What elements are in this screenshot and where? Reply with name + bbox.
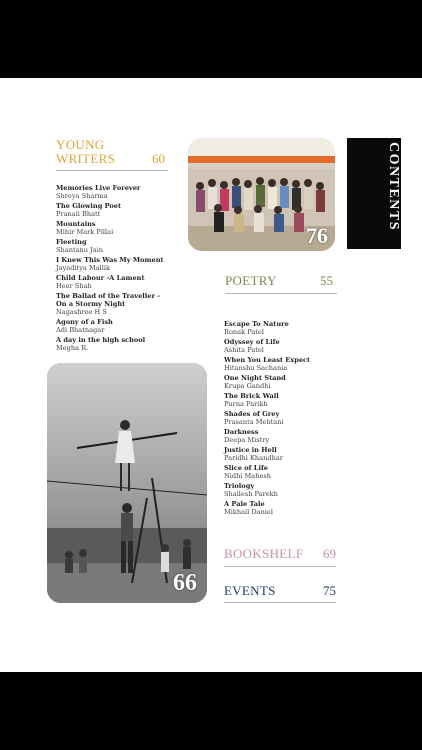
poetry-entry[interactable]: [224, 392, 334, 408]
entry-author: Ashita Patel: [224, 346, 264, 354]
poetry-entry[interactable]: [224, 320, 334, 336]
entry-author: Nagashree H S: [56, 308, 107, 316]
entry-title: Memories Live Forever: [56, 184, 141, 192]
entry-title: Agony of a Fish: [56, 318, 113, 326]
entry-author: Megha R.: [56, 344, 89, 352]
young-writers-rule: [56, 170, 168, 171]
poetry-entry[interactable]: [224, 464, 334, 480]
entry-title: Justice in Hell: [224, 446, 277, 454]
entry-title: Darkness: [224, 428, 259, 436]
beach-photo-page-number: 66: [173, 570, 197, 596]
entry-author: Hitanshu Sachania: [224, 364, 288, 372]
poetry-entry[interactable]: [224, 356, 334, 372]
young-writers-entry[interactable]: [56, 292, 166, 316]
young-writers-entry[interactable]: [56, 202, 166, 218]
entry-author: Adi Bhatnagar: [56, 326, 105, 334]
entry-title: Escape To Nature: [224, 320, 289, 328]
bookshelf-page-number: 69: [323, 546, 336, 561]
entry-author: Nidhi Mahesh: [224, 472, 272, 480]
young-writers-entry[interactable]: [56, 318, 166, 334]
entry-title: I Knew This Was My Moment: [56, 256, 164, 264]
contents-page: [0, 78, 422, 672]
entry-title: The Glowing Poet: [56, 202, 122, 210]
group-photo: [188, 138, 335, 251]
entry-author: Purna Parikh: [224, 400, 268, 408]
entry-author: Ronak Patel: [224, 328, 264, 336]
entry-title: Fleeting: [56, 238, 87, 246]
poetry-entry[interactable]: [224, 374, 334, 390]
poetry-entry[interactable]: [224, 482, 334, 498]
events-page-number: 75: [323, 583, 336, 598]
entry-title: Mountains: [56, 220, 96, 228]
entry-title: Odyssey of Life: [224, 338, 280, 346]
young-writers-title-line2: WRITERS: [56, 151, 116, 166]
poetry-entry[interactable]: [224, 410, 334, 426]
entry-author: Paridhi Khandhar: [224, 454, 283, 462]
entry-title: The Ballad of the Traveller -: [56, 292, 160, 300]
entry-author: Prasanta Mehtani: [224, 418, 284, 426]
entry-title: Child Labour -A Lament: [56, 274, 145, 282]
entry-title: A day in the high school: [56, 336, 146, 344]
events-rule: [224, 602, 336, 603]
entry-author: Shreya Sharma: [56, 192, 108, 200]
young-writers-entry[interactable]: [56, 184, 166, 200]
entry-title: Shades of Grey: [224, 410, 280, 418]
entry-title: On a Stormy Night: [56, 300, 126, 308]
entry-title: The Brick Wall: [224, 392, 279, 400]
entry-title: Triology: [224, 482, 255, 490]
poetry-rule: [225, 293, 337, 294]
entry-author: Jayaditya Mallik: [56, 264, 110, 272]
entry-author: Pranali Bhatt: [56, 210, 101, 218]
entry-author: Mikhail Daniel: [224, 508, 273, 516]
poetry-entry[interactable]: [224, 428, 334, 444]
poetry-title: POETRY: [225, 273, 277, 288]
young-writers-entry[interactable]: [56, 336, 166, 352]
contents-label-box: [347, 138, 401, 249]
beach-photo: [47, 363, 207, 603]
entry-title: One Night Stand: [224, 374, 286, 382]
entry-author: Shailesh Parekh: [224, 490, 278, 498]
young-writers-entry[interactable]: [56, 256, 166, 272]
entry-title: A Pale Tale: [224, 500, 265, 508]
young-writers-page-number: 60: [152, 151, 165, 166]
poetry-entry[interactable]: [224, 338, 334, 354]
young-writers-entry[interactable]: [56, 220, 166, 236]
contents-label: CONTENTS: [386, 142, 401, 232]
entry-title: When You Least Expect: [224, 356, 311, 364]
poetry-entry[interactable]: [224, 446, 334, 462]
group-photo-page-number: 76: [306, 223, 328, 248]
bookshelf-rule: [224, 566, 336, 567]
poetry-entry[interactable]: [224, 500, 334, 516]
entry-title: Slice of Life: [224, 464, 268, 472]
young-writers-title-line1: YOUNG: [56, 137, 105, 152]
entry-author: Mihir Mark Pillai: [56, 228, 114, 236]
entry-author: Heer Shah: [56, 282, 92, 290]
poetry-page-number: 55: [320, 273, 333, 288]
events-title[interactable]: EVENTS: [224, 583, 276, 598]
entry-author: Krupa Gandhi: [224, 382, 271, 390]
beach-photo-illustration: [47, 363, 207, 603]
entry-author: Deepa Mistry: [224, 436, 270, 444]
bookshelf-title[interactable]: BOOKSHELF: [224, 546, 304, 561]
young-writers-entry[interactable]: [56, 238, 166, 254]
entry-author: Shantanu Jain: [56, 246, 104, 254]
young-writers-entry[interactable]: [56, 274, 166, 290]
